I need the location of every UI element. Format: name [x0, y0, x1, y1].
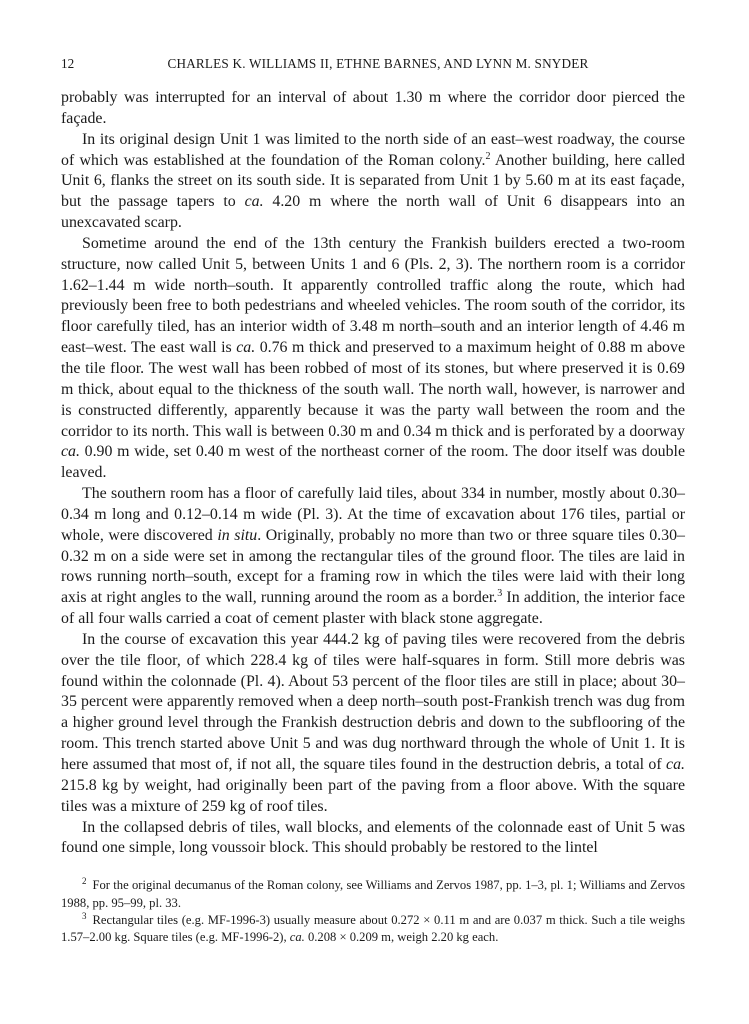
paragraph: The southern room has a floor of carefully laid tiles, about 334 in number, mostly about 0.30–0.34 m long and 0.12–0.14 m wide (Pl. 3). At the time of excavation about 176 tiles, partial or whole, were discovered in situ. Originally, probably no more than two or three square tiles 0.30–0.32 m on a side were set in among the rectangular tiles of the ground floor. The tiles are laid in rows running north–south, except for a framing row in which the tiles were laid with their long axis at right angles to the wall, running around the room as a border.$^3$ In addition, the interior face of all four walls carried a coat of cement plaster with black stone aggregate.: [61, 485, 685, 628]
footnote-ref[interactable]: 2: [485, 150, 491, 162]
body-text: [61, 88, 685, 859]
paragraph: In its original design Unit 1 was limited to the north side of an east–west roadway, the course of which was established at the foundation of the Roman colony.$^2$ Another building, here called Unit 6, flanks the street on its south side. It is separated from Unit 1 by 5.60 m at its east façade, but the passage tapers to ca. 4.20 m where the north wall of Unit 6 disappears into an unexcavated scarp.: [61, 130, 685, 232]
paragraph: Sometime around the end of the 13th century the Frankish builders erected a two-room structure, now called Unit 5, between Units 1 and 6 (Pls. 2, 3). The northern room is a corridor 1.62–1.44 m wide north–south. It apparently controlled traffic along the route, which had previously been free to both pedestrians and wheeled vehicles. The room south of the corridor, its floor carefully tiled, has an interior width of 3.48 m north–south and an interior length of 4.46 m east–west. The east wall is ca. 0.76 m thick and preserved to a maximum height of 0.88 m above the tile floor. The west wall has been robbed of most of its stones, but where preserved it is 0.69 m thick, about equal to the thickness of the south wall. The north wall, however, is narrower and is constructed differently, apparently because it was the party wall between the room and the corridor to its north. This wall is between 0.30 m and 0.34 m thick and is perforated by a doorway ca. 0.90 m wide, set 0.40 m west of the northeast corner of the room. The door itself was double leaved.: [61, 234, 685, 482]
footnote: $^3$ Rectangular tiles (e.g. MF-1996-3) usually measure about 0.272 × 0.11 m and are 0.037 m thick. Such a tile weighs 1.57–2.00 kg. Square tiles (e.g. MF-1996-2), ca. 0.208 × 0.209 m, weigh 2.20 kg each.: [61, 911, 685, 945]
footnotes: [61, 877, 685, 947]
running-header: [61, 56, 685, 76]
running-header-authors: CHARLES K. WILLIAMS II, ETHNE BARNES, AND LYNN M. SNYDER: [167, 56, 589, 71]
paragraph: probably was interrupted for an interval of about 1.30 m where the corridor door pierced the façade.: [61, 89, 685, 127]
page-number: 12: [61, 56, 75, 71]
paragraph: In the collapsed debris of tiles, wall blocks, and elements of the colonnade east of Unit 5 was found one simple, long voussoir block. This should probably be restored to the lintel: [61, 818, 685, 857]
footnote-mark: 3: [82, 911, 87, 922]
page: [61, 56, 685, 947]
footnote: $^2$ For the original decumanus of the Roman colony, see Williams and Zervos 1987, pp. 1–3, pl. 1; Williams and Zervos 1988, pp. 95–99, pl. 33.: [61, 876, 685, 910]
footnote-mark: 2: [82, 876, 87, 887]
footnote-ref[interactable]: 3: [497, 588, 503, 600]
paragraph: In the course of excavation this year 444.2 kg of paving tiles were recovered from the debris over the tile floor, of which 228.4 kg of tiles were half-squares in form. Still more debris was found within the colonnade (Pl. 4). About 53 percent of the floor tiles are still in place; about 30–35 percent were apparently removed when a deep north–south post-Frankish trench was dug from a higher ground level through the Frankish destruction debris and down to the subflooring of the room. This trench started above Unit 5 and was dug northward through the whole of Unit 1. It is here assumed that most of, if not all, the square tiles found in the destruction debris, a total of ca. 215.8 kg by weight, had originally been part of the paving from a floor above. With the square tiles was a mixture of 259 kg of roof tiles.: [61, 630, 685, 815]
